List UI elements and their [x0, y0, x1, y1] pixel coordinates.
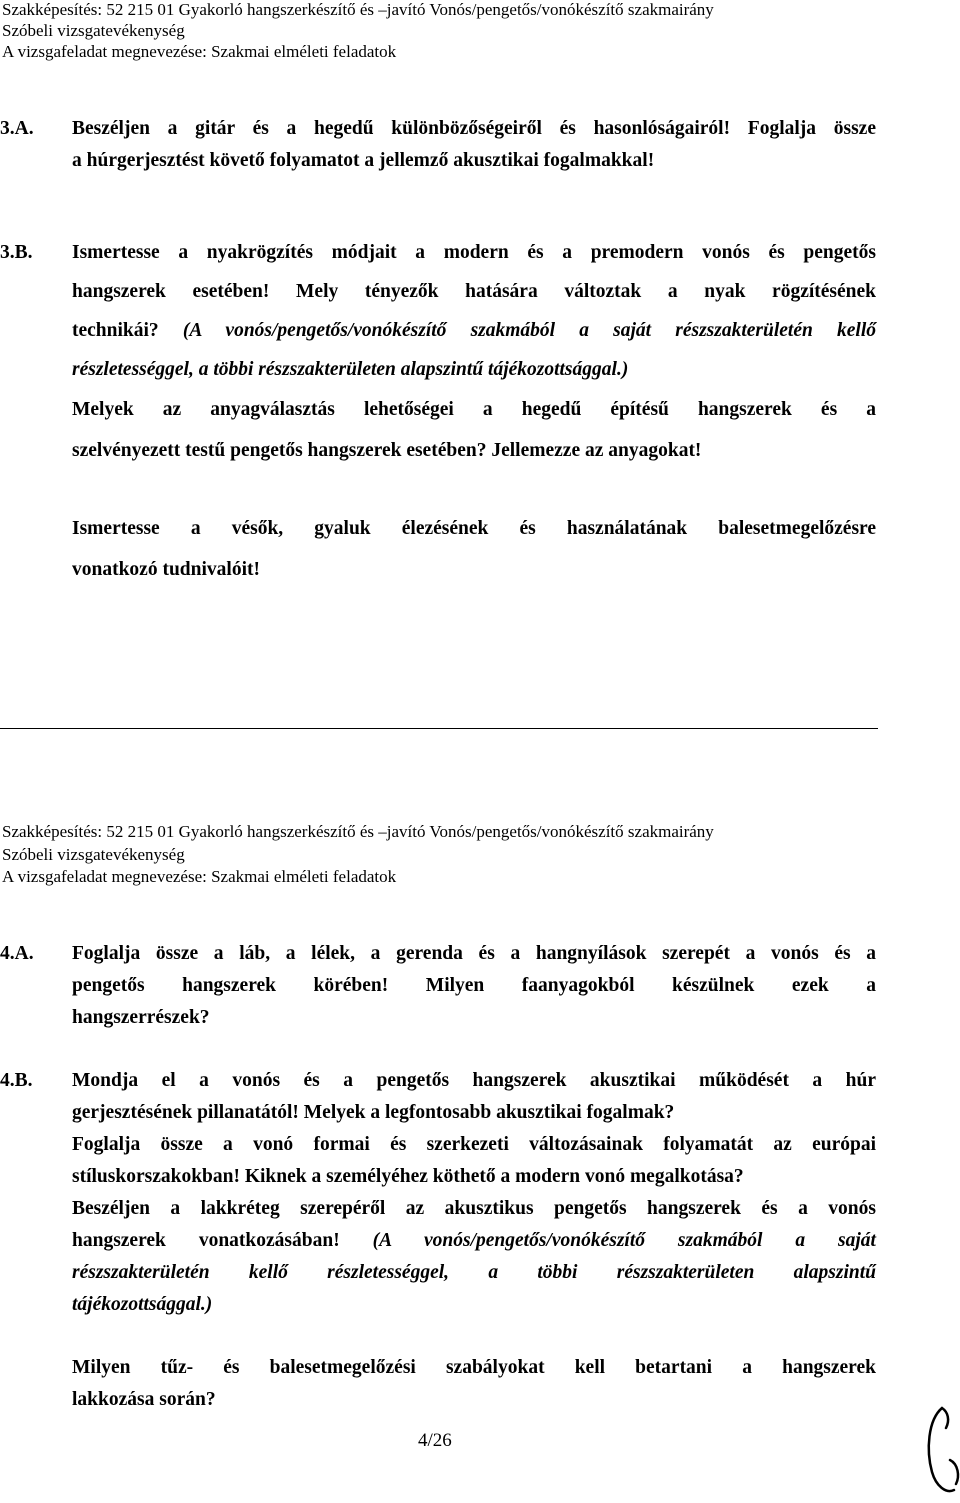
task-4a-label: 4.A. [0, 943, 34, 964]
task-3b-line: hangszerek esetében! Mely tényezők hatására változtak a nyak rögzítésének [72, 281, 876, 302]
task-4b-italic-note: tájékozottsággal.) [72, 1294, 213, 1315]
task-3a-line: a húrgerjesztést követő folyamatot a jellemző akusztikai fogalmakkal! [72, 150, 655, 171]
task-4b-italic-note: részszakterületén kellő részletességgel, a többi részszakterületen alapszintű [72, 1262, 876, 1283]
task-3a-line: Beszéljen a gitár és a hegedű különbözőségeiről és hasonlóságairól! Foglalja össze [72, 118, 876, 139]
header-task-name: A vizsgafeladat megnevezése: Szakmai elméleti feladatok [2, 42, 397, 61]
header-task-name: A vizsgafeladat megnevezése: Szakmai elméleti feladatok [2, 867, 397, 886]
task-3b-italic-note: (A vonós/pengetős/vonókészítő szakmából a saját részszakterületén kellő [182, 320, 876, 341]
task-4a-line: Foglalja össze a láb, a lélek, a gerenda és a hangnyílások szerepét a vonós és a [72, 943, 876, 964]
task-4b-line: Mondja el a vonós és a pengetős hangszerek akusztikai működését a húr [72, 1070, 876, 1091]
task-3b-line: Ismertesse a nyakrögzítés módjait a modern és a premodern vonós és pengetős [72, 242, 876, 263]
task-4b-line [72, 1230, 876, 1252]
task-4b-italic-note: (A vonós/pengetős/vonókészítő szakmából a saját [372, 1230, 876, 1251]
task-3b-line [72, 320, 876, 342]
task-4b-label: 4.B. [0, 1070, 33, 1091]
task-4b-text: hangszerek vonatkozásában! [72, 1230, 373, 1251]
task-3b-label: 3.B. [0, 242, 33, 263]
task-3b-line: vonatkozó tudnivalóit! [72, 559, 260, 580]
header-exam-activity: Szóbeli vizsgatevékenység [2, 21, 185, 40]
page-divider [0, 728, 878, 729]
task-3b-line: Melyek az anyagválasztás lehetőségei a hegedű építésű hangszerek és a [72, 399, 876, 420]
task-4b-line: gerjesztésének pillanatától! Melyek a legfontosabb akusztikai fogalmak? [72, 1102, 675, 1123]
task-3a-label: 3.A. [0, 118, 34, 139]
task-4a-line: pengetős hangszerek körében! Milyen faanyagokból készülnek ezek a [72, 975, 876, 996]
task-4b-line: Milyen tűz- és balesetmegelőzési szabályokat kell betartani a hangszerek [72, 1357, 876, 1378]
task-3b-line: szelvényezett testű pengetős hangszerek esetében? Jellemezze az anyagokat! [72, 440, 702, 461]
task-4b-line: Beszéljen a lakkréteg szerepéről az akusztikus pengetős hangszerek és a vonós [72, 1198, 876, 1219]
task-4b-line: lakkozása során? [72, 1389, 216, 1410]
task-4a-line: hangszerrészek? [72, 1007, 210, 1028]
header-qualification: Szakképesítés: 52 215 01 Gyakorló hangszerkészítő és –javító Vonós/pengetős/vonókészítő szakmairány [2, 0, 714, 19]
task-3b-text: technikái? [72, 320, 183, 341]
task-4b-line: stíluskorszakokban! Kiknek a személyéhez köthető a modern vonó megalkotása? [72, 1166, 744, 1187]
page-number: 4/26 [418, 1430, 452, 1451]
header-qualification: Szakképesítés: 52 215 01 Gyakorló hangszerkészítő és –javító Vonós/pengetős/vonókészítő szakmairány [2, 822, 714, 841]
header-exam-activity: Szóbeli vizsgatevékenység [2, 845, 185, 864]
task-3b-line: Ismertesse a vésők, gyaluk élezésének és használatának balesetmegelőzésre [72, 518, 876, 539]
task-4b-line: Foglalja össze a vonó formai és szerkezeti változásainak folyamatát az európai [72, 1134, 876, 1155]
task-3b-italic-note: részletességgel, a többi részszakterületen alapszintű tájékozottsággal.) [72, 359, 629, 380]
signature-mark [920, 1400, 960, 1500]
